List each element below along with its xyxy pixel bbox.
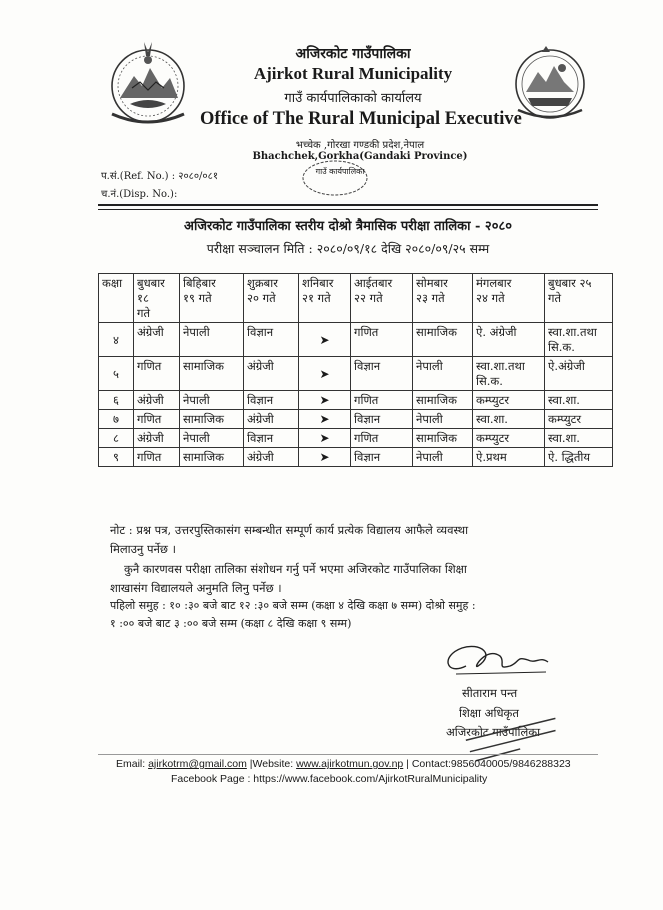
header-line: गते	[548, 291, 562, 305]
header-line: १९ गते	[183, 291, 212, 305]
subject-cell: सामाजिक	[413, 391, 473, 410]
subject-cell: अंग्रेजी	[134, 429, 180, 448]
contact-numbers: | Contact:9856040005/9846288323	[403, 758, 571, 770]
subject-cell: कम्प्युटर	[473, 391, 545, 410]
header-line: शनिबार	[302, 276, 334, 290]
note-line-1: नोट : प्रश्न पत्र, उत्तरपुस्तिकासंग सम्बन्धीत सम्पूर्ण कार्य प्रत्येक विद्यालय आफैले व्यवस्था	[110, 523, 469, 537]
office-name-en: Office of The Rural Municipal Executive	[200, 109, 522, 129]
class-cell: ७	[99, 410, 134, 429]
note-line-6: १ :०० बजे बाट ३ :०० बजे सम्म (कक्षा ८ देखि कक्षा ९ सम्म)	[110, 617, 352, 630]
subject-cell: नेपाली	[180, 429, 244, 448]
arrow-cell: ➤	[299, 323, 351, 357]
class-cell: ९	[99, 448, 134, 467]
header-line: आईतबार	[354, 276, 393, 290]
arrow-cell: ➤	[299, 391, 351, 410]
subject-cell: स्वा.शा.	[473, 410, 545, 429]
header-line: मंगलबार	[476, 276, 512, 290]
table-header-cell	[473, 274, 545, 323]
subject-cell: ऐ. अंग्रेजी	[473, 323, 545, 357]
subject-cell: ऐ.प्रथम	[473, 448, 545, 467]
arrow-cell: ➤	[299, 429, 351, 448]
signatory-name: सीताराम पन्त	[462, 686, 518, 700]
table-header-cell	[244, 274, 299, 323]
stamp-text: गाउँ कार्यपालिका	[315, 167, 365, 176]
subject-cell: स्वा.शा.	[545, 391, 613, 410]
subject-cell: कम्प्युटर	[473, 429, 545, 448]
subject-cell: स्वा.शा.	[545, 429, 613, 448]
header-line: २४ गते	[476, 291, 505, 305]
subject-cell: विज्ञान	[351, 448, 413, 467]
exam-schedule-table	[98, 273, 613, 467]
subject-cell: नेपाली	[413, 357, 473, 391]
subject-cell: गणित	[351, 391, 413, 410]
table-header-cell	[413, 274, 473, 323]
table-row	[99, 410, 613, 429]
subject-cell: गणित	[134, 357, 180, 391]
table-header-cell	[351, 274, 413, 323]
table-row	[99, 448, 613, 467]
office-stamp-icon	[300, 158, 370, 198]
subject-cell: नेपाली	[180, 391, 244, 410]
header-line: २३ गते	[416, 291, 445, 305]
table-header-row	[99, 274, 613, 323]
class-cell: ४	[99, 323, 134, 357]
signatory-post: शिक्षा अधिकृत	[459, 706, 519, 720]
subject-cell: विज्ञान	[351, 357, 413, 391]
header-line: २२ गते	[354, 291, 383, 305]
subject-cell: अंग्रेजी	[244, 410, 299, 429]
subject-cell: नेपाली	[413, 410, 473, 429]
table-row	[99, 429, 613, 448]
ref-no: प.सं.(Ref. No.) : २०८०/०८१	[101, 171, 219, 182]
municipality-name-en: Ajirkot Rural Municipality	[253, 64, 453, 83]
subject-cell: सामाजिक	[180, 410, 244, 429]
header-line: शुक्रबार	[247, 276, 278, 290]
arrow-cell: ➤	[299, 448, 351, 467]
website-label: |Website:	[246, 758, 297, 770]
header-line: १८	[137, 291, 149, 305]
subject-cell: गणित	[351, 323, 413, 357]
footer-divider	[98, 754, 598, 755]
subject-cell: नेपाली	[180, 323, 244, 357]
subject-cell: गणित	[134, 448, 180, 467]
note-line-5: पहिलो समुह : १० :३० बजे बाट १२ :३० बजे सम्म (कक्षा ४ देखि कक्षा ७ सम्म) दोश्रो समुह :	[110, 599, 476, 612]
subject-cell: गणित	[351, 429, 413, 448]
header-line: बिहिबार	[183, 276, 216, 290]
table-row	[99, 357, 613, 391]
header-line: सोमबार	[416, 276, 448, 290]
handwritten-signature-icon	[436, 626, 556, 686]
email-link[interactable]: ajirkotrm@gmail.com	[148, 758, 247, 770]
address-en: Bhachchek,Gorkha(Gandaki Province)	[252, 151, 468, 162]
nepal-emblem-icon	[104, 38, 192, 130]
class-cell: ५	[99, 357, 134, 391]
table-row	[99, 323, 613, 357]
subject-cell: अंग्रेजी	[244, 357, 299, 391]
subject-cell: गणित	[134, 410, 180, 429]
header-line: कक्षा	[102, 276, 123, 290]
subject-cell: सामाजिक	[180, 357, 244, 391]
class-cell: ६	[99, 391, 134, 410]
facebook-page[interactable]: Facebook Page : https://www.facebook.com/AjirkotRuralMunicipality	[171, 773, 488, 785]
website-link[interactable]: www.ajirkotmun.gov.np	[296, 758, 404, 770]
class-cell: ८	[99, 429, 134, 448]
subject-cell: सामाजिक	[413, 429, 473, 448]
subject-cell: स्वा.शा.तथा सि.क.	[473, 357, 545, 391]
subject-cell: ऐ.अंग्रेजी	[545, 357, 613, 391]
subject-cell: विज्ञान	[244, 429, 299, 448]
subject-cell: स्वा.शा.तथा सि.क.	[545, 323, 613, 357]
arrow-cell: ➤	[299, 357, 351, 391]
header-line: २० गते	[247, 291, 276, 305]
header-divider	[98, 204, 598, 206]
table-header-cell	[99, 274, 134, 323]
arrow-cell: ➤	[299, 410, 351, 429]
subject-cell: सामाजिक	[413, 323, 473, 357]
municipality-name-np: अजिरकोट गाउँपालिका	[295, 46, 411, 62]
subject-cell: विज्ञान	[351, 410, 413, 429]
header-divider-thin	[98, 209, 598, 210]
subject-cell: अंग्रेजी	[134, 391, 180, 410]
exam-title: अजिरकोट गाउँपालिका स्तरीय दोश्रो त्रैमासिक परीक्षा तालिका - २०८०	[184, 219, 512, 234]
subject-cell: अंग्रेजी	[134, 323, 180, 357]
header-line: २१ गते	[302, 291, 331, 305]
exam-dates: परीक्षा सञ्चालन मिति : २०८०/०९/१८ देखि २०८०/०९/२५ सम्म	[206, 241, 490, 256]
subject-cell: अंग्रेजी	[244, 448, 299, 467]
subject-cell: सामाजिक	[180, 448, 244, 467]
header-line: गते	[137, 306, 151, 320]
disp-no: च.नं.(Disp. No.):	[101, 189, 178, 200]
header-line: बुधबार २५	[548, 276, 592, 290]
note-line-3: कुनै कारणवस परीक्षा तालिका संशोधन गर्नु पर्ने भएमा अजिरकोट गाउँपालिका शिक्षा	[124, 562, 467, 576]
subject-cell: कम्प्युटर	[545, 410, 613, 429]
signatory-office: अजिरकोट गाउँपालिका	[446, 725, 541, 739]
table-header-cell	[180, 274, 244, 323]
office-name-np: गाउँ कार्यपालिकाको कार्यालय	[284, 91, 422, 106]
table-header-cell	[134, 274, 180, 323]
subject-cell: विज्ञान	[244, 323, 299, 357]
subject-cell: नेपाली	[413, 448, 473, 467]
footer-contact	[116, 758, 571, 770]
subject-cell: विज्ञान	[244, 391, 299, 410]
subject-cell: ऐ. द्धितीय	[545, 448, 613, 467]
note-line-2: मिलाउनु पर्नेछ ।	[110, 542, 176, 556]
email-label: Email:	[116, 758, 149, 770]
table-row	[99, 391, 613, 410]
address-np: भच्चेक ,गोरखा गण्डकी प्रदेश,नेपाल	[295, 140, 425, 151]
table-header-cell	[299, 274, 351, 323]
header-line: बुधबार	[137, 276, 165, 290]
table-header-cell	[545, 274, 613, 323]
note-line-4: शाखासंग विद्यालयले अनुमति लिनु पर्नेछ ।	[110, 581, 282, 595]
